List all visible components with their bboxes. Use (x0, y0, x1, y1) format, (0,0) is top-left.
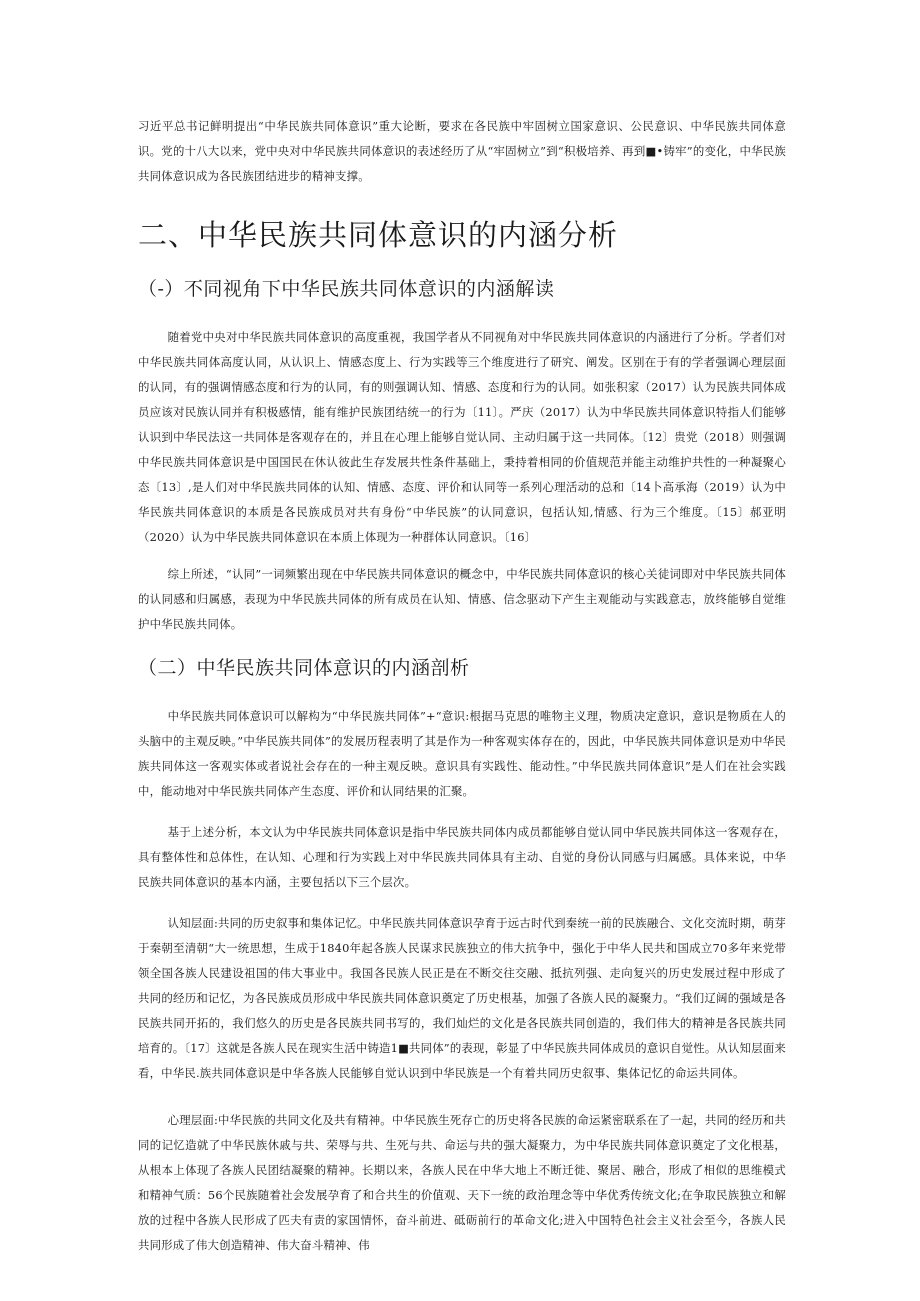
paragraph: 认知层面:共同的历史叙事和集体记忆。中华民族共同体意识孕育于远古时代到秦统一前的民族融合、文化交流时期，萌芽于秦朝至清朝“大一统思想，生成于1840年起各族人民谋求民族独立的伟大抗争中，强化于中华人民共和国成立70多年来党带领全国各族人民建设祖国的伟大事业中。我国各民族人民正是在不断交往交融、抵抗列强、走向复兴的历史发展过程中形成了共同的经历和记忆，为各民族成员形成中华民族共同体意识奠定了历史根基，加强了各族人民的凝聚力。“我们辽阔的强域是各民族共同开拓的，我们悠久的历史是各民族共同书写的，我们灿烂的文化是各民族共同创造的，我们伟大的精神是各民族共同培育的。〔17〕这就是各族人民在现实生活中铸造1■共同体”的表现，彰显了中华民族共同体成员的意识自觉性。从认知层面来看，中华民.族共同体意识是中华各族人民能够自觉认识到中华民族是一个有着共同历史叙事、集体记忆的命运共同体。 (138, 916, 786, 1080)
paragraph: 综上所述，“认同”一词频繁出现在中华民族共同体意识的概念中，中华民族共同体意识的核心关徒词即对中华民族共同体的认同感和归属感，表现为中华民族共同体的所有成员在认知、情感、信念驱动下产生主观能动与实践意志，放终能够自觉维护中华民族共同体。 (138, 567, 786, 631)
paragraph: 心理层面:中华民族的共同文化及共有精神。中华民族生死存亡的历史将各民族的命运紧密联系在了一起，共同的经历和共同的记忆造就了中华民族休戚与共、荣辱与共、生死与共、命运与共的强大凝聚力，为中华民族共同体意识奠定了文化根基，从根本上体现了各族人民团结凝聚的精神。长期以来，各族人民在中华大地上不断迁徙、聚居、融合，形成了相似的思维模式和精神气质：56个民族随着社会发展孕育了和合共生的价值观、天下一统的政治理念等中华优秀传统文化;在争取民族独立和解放的过程中各族人民形成了匹夫有责的家国情怀，奋斗前进、砥砺前行的革命文化;进入中国特色社会主义社会至今，各族人民共同形成了伟大创造精神、伟大奋斗精神、伟 (138, 1113, 786, 1252)
subsection-heading-2: （二）中华民族共同体意识的内涵剖析 (138, 657, 470, 679)
intro-paragraph: 习近平总书记鲜明提出“中华民族共同体意识”重大论断，要求在各民族中牢固树立国家意识、公民意识、中华民族共同体意识。党的十八大以来，党中央对中华民族共同体意识的表述经历了从“牢固树立”到“积极培养、再到■•铸牢”的变化，中华民族共同体意识成为各民族团结进步的精神支撑。 (138, 119, 786, 183)
document-page (138, 108, 786, 1258)
paragraph: 中华民族共同体意识可以解构为“中华民族共同体”+“意识:根据马克思的唯物主义理，物质决定意识，意识是物质在人的头脑中的主观反映。”中华民族共同体”的发展历程表明了其是作为一种客观实体存在的，因此，中华民族共同体意识是劝中华民族共同体这一客观实体或者说社会存在的一种主观反映。意识具有实践性、能动性。”中华民族共同体意识”是人们在社会实践中，能动地对中华民族共同体产生态度、评价和认同结果的汇聚。 (138, 709, 786, 798)
paragraph: 基于上述分析，本文认为中华民族共同体意识是指中华民族共同体内成员都能够自觉认同中华民族共同体这一客观存在，具有整体性和总体性，在认知、心理和行为实践上对中华民族共同体具有主动、自觉的身份认同感与归属感。具体来说，中华民族共同体意识的基本内涵，主要包括以下三个层次。 (138, 825, 786, 889)
paragraph: 随着党中央对中华民族共同体意识的高度重视，我国学者从不同视角对中华民族共同体意识的内涵进行了分析。学者们对中华民族共同体高度认同，从认识上、情感态度上、行为实践等三个维度进行了研究、阐发。区别在于有的学者强调心理层面的认同，有的强调情感态度和行为的认同，有的则强调认知、情感、态度和行为的认同。如张积家（2017）认为民族共同体成员应该对民族认同并有积极感情，能有维护民族团结统一的行为〔11〕。严庆（2017）认为中华民族共同体意识特指人们能够认识到中华民法这一共同体是客观存在的，并且在心理上能够自觉认同、主动归属于这一共同体。〔12〕贵党（2018）则强调中华民族共同体意识是中国国民在休认彼此生存发展共性条件基础上，秉持着相同的价值规范并能主动维护共性的一种凝聚心态〔13〕,是人们对中华民族共同体的认知、情感、态度、评价和认同等一系列心理活动的总和〔14卜高承海（2019）认为中华民族共同体意识的本质是各民族成员对共有身份“中华民族”的认同意识，包括认知,情感、行为三个维度。〔15〕郝亚明（2020）认为中华民族共同体意识在本质上体现为一种群体认同意识。〔16〕 (138, 330, 786, 544)
subsection-heading-1: （-）不同视角下中华民族共同体意识的内涵解读 (138, 278, 555, 300)
section-heading: 二、中华民族共同体意识的内涵分析 (138, 218, 619, 252)
